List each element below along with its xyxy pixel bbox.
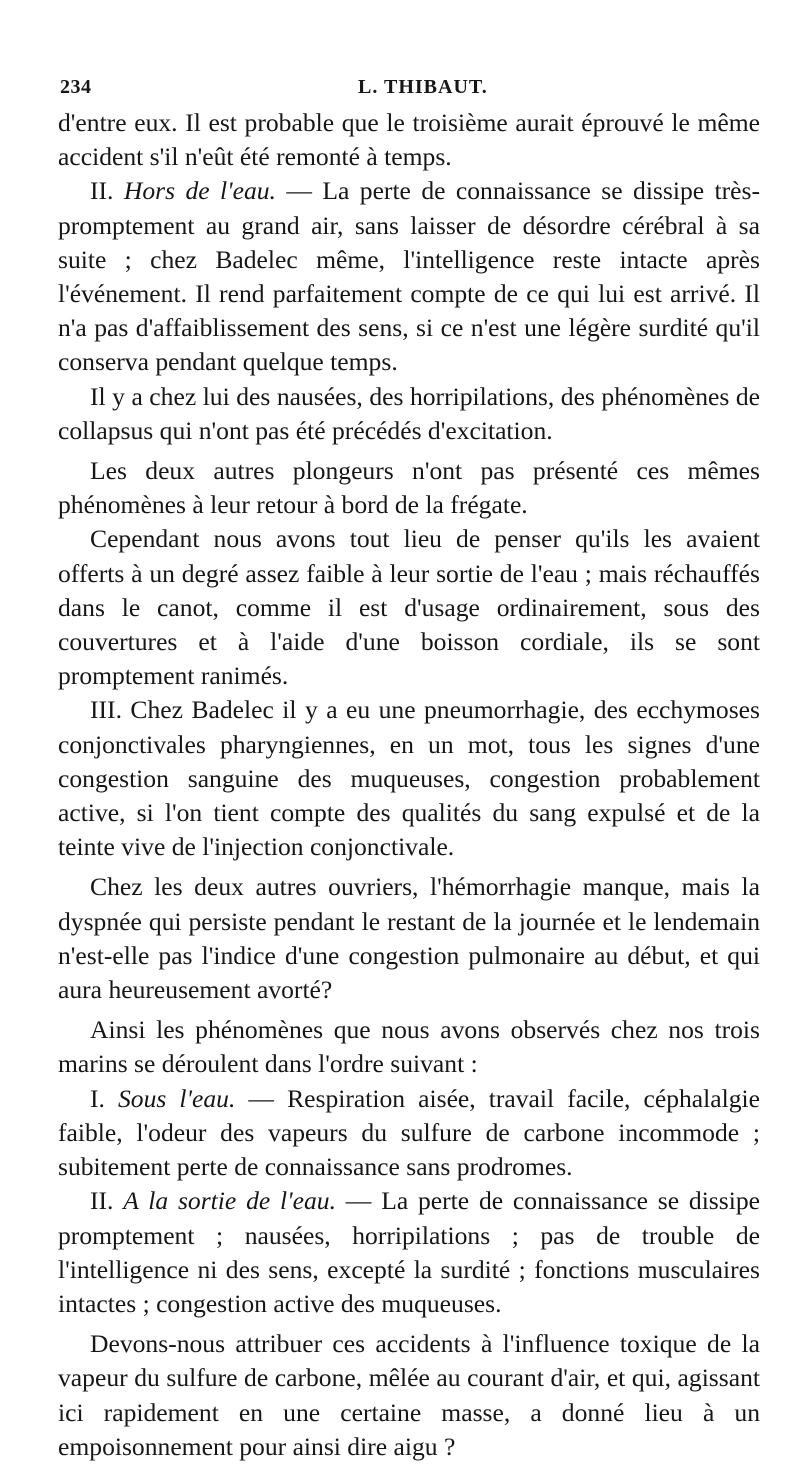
- section-heading: A la sortie de l'eau.: [123, 1186, 336, 1216]
- section-heading: Hors de l'eau.: [123, 176, 276, 206]
- section-number: I.: [90, 1083, 118, 1113]
- paragraph-text: — La perte de connaissance se dissipe très-promptement au grand air, sans laisser de désordre cérébral à sa suite ; chez Badelec même, l'intelligence reste intacte après l'événement. Il rend parfaitement compte de ce qui lui est arrivé. Il n'a pas d'affaiblissement des sens, si ce n'est une légère surdité qu'il conserva pendant quelque temps.: [58, 176, 761, 377]
- paragraph-text: d'entre eux. Il est probable que le troisième aurait éprouvé le même accident s'il n'eût été remonté à temps.: [58, 108, 760, 172]
- paragraph: [58, 1013, 760, 1081]
- paragraph-text: — La perte de connaissance se dissipe promptement ; nausées, horripilations ; pas de trouble de l'intelligence ni des sens, excepté la surdité ; fonctions musculaires intactes ; congestion active des muqueuses.: [58, 1186, 760, 1318]
- section-number: II.: [90, 1186, 124, 1216]
- section-heading: Sous l'eau.: [118, 1083, 236, 1113]
- section-number: II.: [90, 176, 124, 206]
- running-head: [58, 72, 760, 106]
- paragraph: [58, 106, 760, 174]
- paragraph: [58, 522, 760, 693]
- page: [58, 72, 760, 1464]
- paragraph: [58, 870, 760, 1007]
- paragraph: [58, 174, 760, 379]
- running-title: L. THIBAUT.: [358, 76, 488, 98]
- paragraph: [58, 693, 760, 864]
- paragraph-text: Chez les deux autres ouvriers, l'hémorrhagie manque, mais la dyspnée qui persiste pendant le restant de la journée et le lendemain n'est-elle pas l'indice d'une congestion pulmonaire au début, et qui aura heureusement avorté?: [58, 872, 760, 1005]
- paragraph: [58, 1327, 760, 1464]
- page-number: 234: [60, 76, 92, 98]
- paragraph: [58, 454, 760, 522]
- paragraph-text: Ainsi les phénomènes que nous avons observés chez nos trois marins se déroulent dans l'ordre suivant :: [58, 1015, 760, 1079]
- paragraph: [58, 1082, 760, 1185]
- paragraph-text: Il y a chez lui des nausées, des horripilations, des phénomènes de collapsus qui n'ont pas été précédés d'excitation.: [58, 381, 760, 445]
- body-text: [58, 106, 760, 1464]
- paragraph-text: Cependant nous avons tout lieu de penser qu'ils les avaient offerts à un degré assez faible à leur sortie de l'eau ; mais réchauffés dans le canot, comme il est d'usage ordinairement, sous des couvertures et à l'aide d'une boisson cordiale, ils se sont promptement ranimés.: [58, 524, 760, 691]
- paragraph-text: Les deux autres plongeurs n'ont pas présenté ces mêmes phénomènes à leur retour à bord de la frégate.: [58, 456, 760, 520]
- paragraph-text: Devons-nous attribuer ces accidents à l'influence toxique de la vapeur du sulfure de carbone, mêlée au courant d'air, et qui, agissant ici rapidement en une certaine masse, a donné lieu à un empoisonnement pour ainsi dire aigu ?: [58, 1329, 760, 1461]
- paragraph: [58, 380, 760, 448]
- paragraph: [58, 1184, 760, 1321]
- paragraph-text: III. Chez Badelec il y a eu une pneumorrhagie, des ecchymoses conjonctivales pharyngiennes, en un mot, tous les signes d'une congestion sanguine des muqueuses, congestion probablement active, si l'on tient compte des qualités du sang expulsé et de la teinte vive de l'injection conjonctivale.: [58, 695, 760, 862]
- paragraph-text: — Respiration aisée, travail facile, céphalalgie faible, l'odeur des vapeurs du sulfure de carbone incommode ; subitement perte de connaissance sans prodromes.: [58, 1083, 760, 1182]
